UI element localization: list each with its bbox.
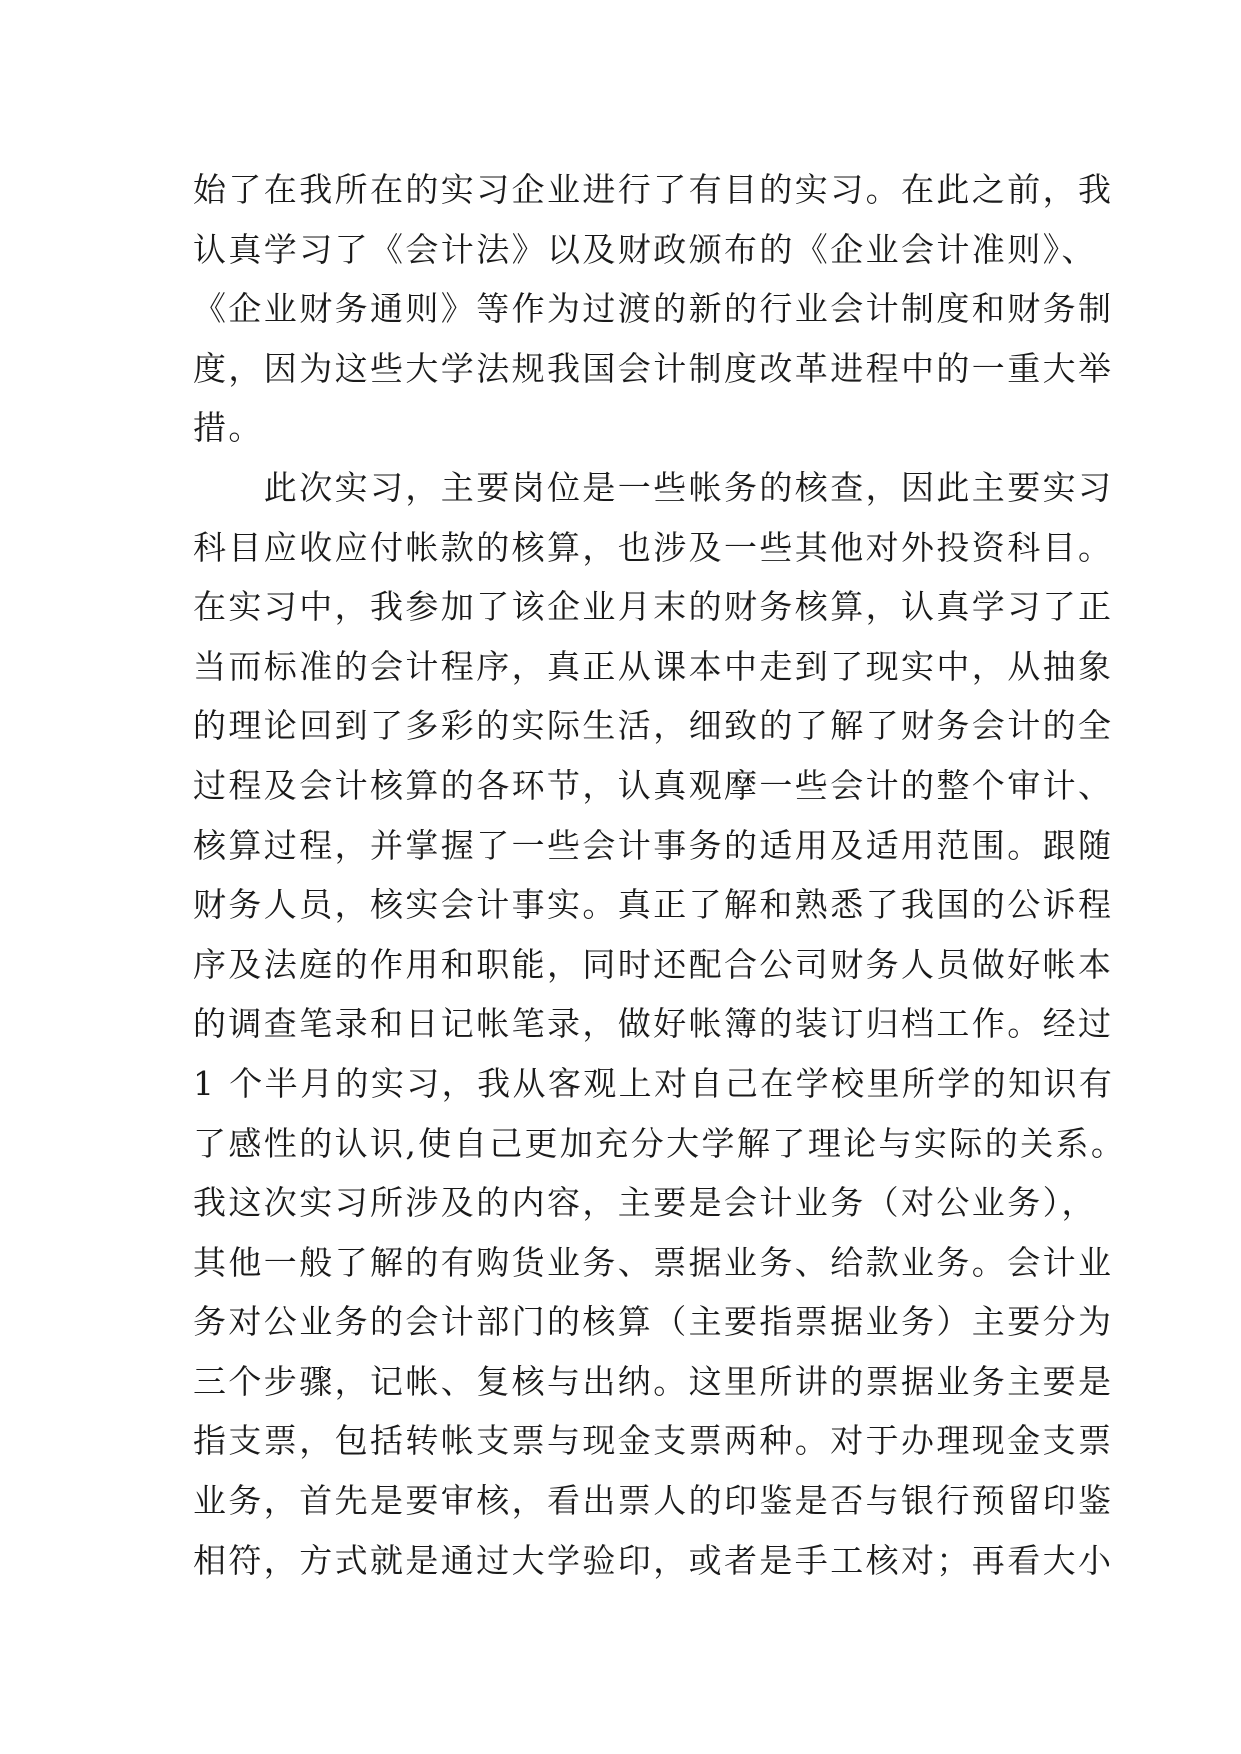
text-line: 财务人员，核实会计事实。真正了解和熟悉了我国的公诉程 — [193, 885, 1114, 925]
body-text — [193, 160, 1127, 1590]
text-line: 措。 — [193, 408, 264, 448]
text-line: 业务，首先是要审核，看出票人的印鉴是否与银行预留印鉴 — [193, 1481, 1114, 1521]
text-line: 我这次实习所涉及的内容，主要是会计业务（对公业务）， — [193, 1183, 1097, 1223]
text-line: 过程及会计核算的各环节，认真观摩一些会计的整个审计、 — [193, 765, 1114, 805]
text-line: 相符，方式就是通过大学验印，或者是手工核对；再看大小 — [193, 1540, 1114, 1580]
text-line: 指支票，包括转帐支票与现金支票两种。对于办理现金支票 — [193, 1421, 1114, 1461]
text-line: 了感性的认识,使自己更加充分大学解了理论与实际的关系。 — [193, 1123, 1127, 1163]
text-line: 核算过程，并掌握了一些会计事务的适用及适用范围。跟随 — [193, 825, 1114, 865]
text-line: 认真学习了《会计法》以及财政颁布的《企业会计准则》、 — [193, 229, 1097, 269]
text-line: 务对公业务的会计部门的核算（主要指票据业务）主要分为 — [193, 1302, 1114, 1342]
text-line: 的理论回到了多彩的实际生活，细致的了解了财务会计的全 — [193, 706, 1114, 746]
text-line: 在实习中，我参加了该企业月末的财务核算，认真学习了正 — [193, 587, 1114, 627]
text-line: 的调查笔录和日记帐笔录，做好帐簿的装订归档工作。经过 — [193, 1004, 1114, 1044]
text-line: 《企业财务通则》等作为过渡的新的行业会计制度和财务制 — [193, 289, 1114, 329]
text-line: 度，因为这些大学法规我国会计制度改革进程中的一重大举 — [193, 348, 1114, 388]
text-line: 其他一般了解的有购货业务、票据业务、给款业务。会计业 — [193, 1242, 1114, 1282]
text-line: 此次实习，主要岗位是一些帐务的核查，因此主要实习 — [193, 467, 1114, 507]
text-line: 三个步骤，记帐、复核与出纳。这里所讲的票据业务主要是 — [193, 1361, 1114, 1401]
text-line: 当而标准的会计程序，真正从课本中走到了现实中，从抽象 — [193, 646, 1114, 686]
text-line: 科目应收应付帐款的核算，也涉及一些其他对外投资科目。 — [193, 527, 1114, 567]
text-line: 序及法庭的作用和职能，同时还配合公司财务人员做好帐本 — [193, 944, 1114, 984]
text-line: 始了在我所在的实习企业进行了有目的实习。在此之前，我 — [193, 170, 1114, 209]
text-line: 1 个半月的实习，我从客观上对自己在学校里所学的知识有 — [193, 1063, 1115, 1103]
